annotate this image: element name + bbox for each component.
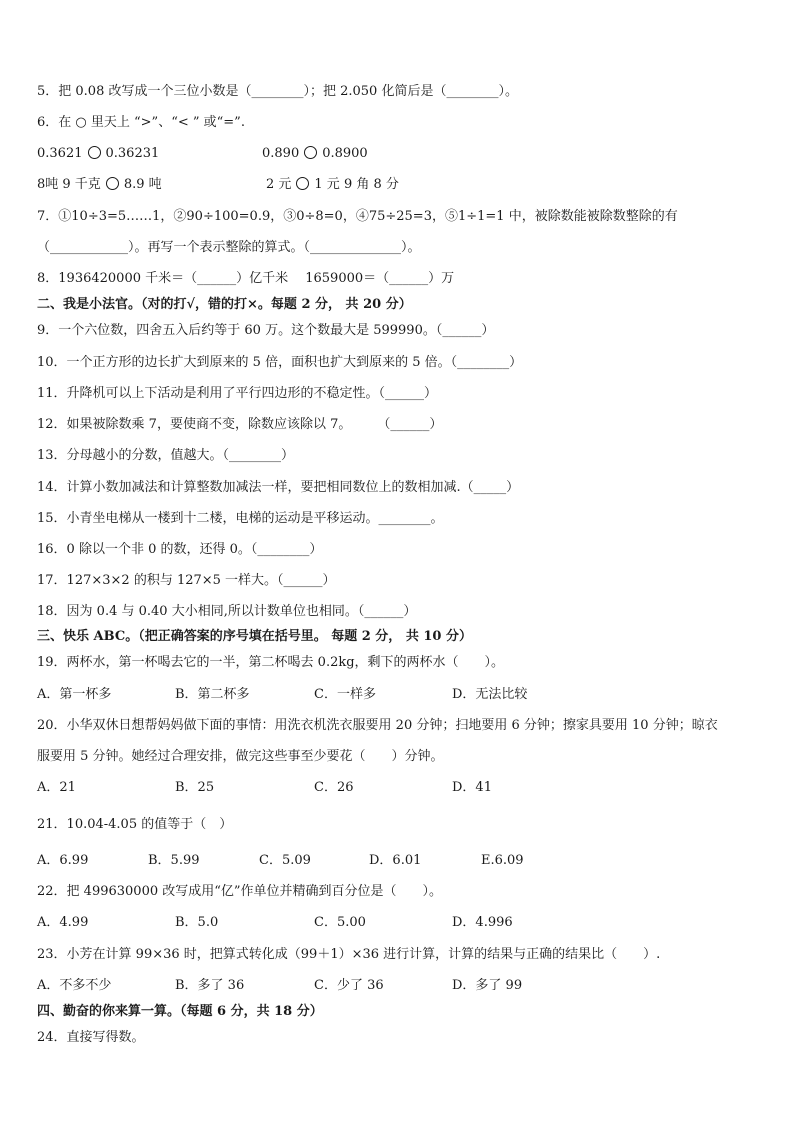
option-a[interactable]: A．第一杯多 [37, 687, 112, 702]
question-9: 9．一个六位数，四舍五入后约等于 60 万。这个数最大是 599990。（______） [37, 323, 495, 338]
compare-right: 0.8900 [322, 146, 368, 161]
question-18: 18．因为 0.4 与 0.40 大小相同,所以计数单位也相同。（______） [37, 604, 417, 619]
question-7-line-1: 7．①10÷3=5……1，②90÷100=0.9，③0÷8=0，④75÷25=3，⑤1÷1=1 中，被除数能被除数整除的有 [37, 209, 678, 224]
question-22: 22．把 499630000 改写成用“亿”作单位并精确到百分位是（ ）。 [37, 884, 443, 899]
option-b[interactable]: B．5.99 [148, 853, 200, 868]
compare-circle[interactable] [88, 146, 101, 159]
compare-right: 1 元 9 角 8 分 [314, 177, 399, 192]
section-2-heading: 二、我是小法官。（对的打√，错的打×。每题 2 分， 共 20 分） [37, 297, 412, 312]
compare-item-4 [266, 176, 399, 194]
option-c[interactable]: C．一样多 [314, 687, 376, 702]
option-a[interactable]: A．6.99 [37, 853, 89, 868]
compare-circle[interactable] [296, 177, 309, 190]
question-8: 8．1936420000 千米＝（______）亿千米 1659000＝（______）万 [37, 271, 455, 286]
compare-circle[interactable] [106, 177, 119, 190]
option-d[interactable]: D．6.01 [369, 853, 422, 868]
question-11: 11．升降机可以上下活动是利用了平行四边形的不稳定性。（______） [37, 386, 438, 401]
compare-item-2 [262, 145, 368, 163]
question-12: 12．如果被除数乘 7，要使商不变，除数应该除以 7。 （______） [37, 417, 443, 432]
compare-item-1 [37, 145, 159, 163]
option-a[interactable]: A．不多不少 [37, 978, 112, 993]
option-b[interactable]: B．第二杯多 [175, 687, 250, 702]
option-e[interactable]: E.6.09 [481, 853, 524, 868]
section-4-heading: 四、勤奋的你来算一算。（每题 6 分，共 18 分） [37, 1004, 323, 1019]
question-19: 19．两杯水，第一杯喝去它的一半，第二杯喝去 0.2kg，剩下的两杯水（ ）。 [37, 655, 505, 670]
option-a[interactable]: A．4.99 [37, 915, 89, 930]
option-d[interactable]: D．无法比较 [452, 687, 528, 702]
question-17: 17．127×3×2 的积与 127×5 一样大。（______） [37, 573, 336, 588]
compare-right: 0.36231 [105, 146, 160, 161]
question-13: 13．分母越小的分数，值越大。（________） [37, 448, 295, 463]
compare-right: 8.9 吨 [123, 177, 162, 192]
question-20-line-1: 20．小华双休日想帮妈妈做下面的事情：用洗衣机洗衣服要用 20 分钟；扫地要用 6 分钟；擦家具要用 10 分钟；晾衣 [37, 718, 718, 733]
question-16: 16．0 除以一个非 0 的数，还得 0。（________） [37, 542, 323, 557]
option-b[interactable]: B．5.0 [175, 915, 219, 930]
question-7-line-2: （____________）。再写一个表示整除的算式。（______________）。 [37, 240, 421, 255]
question-5: 5．把 0.08 改写成一个三位小数是（________）；把 2.050 化简后是（________）。 [37, 84, 518, 99]
option-c[interactable]: C．5.00 [314, 915, 366, 930]
option-d[interactable]: D．4.996 [452, 915, 513, 930]
question-10: 10．一个正方形的边长扩大到原来的 5 倍，面积也扩大到原来的 5 倍。（________） [37, 355, 523, 370]
question-14: 14．计算小数加减法和计算整数加减法一样，要把相同数位上的数相加减.（_____） [37, 480, 520, 495]
section-3-heading: 三、快乐 ABC。（把正确答案的序号填在括号里。 每题 2 分， 共 10 分） [37, 629, 472, 644]
option-b[interactable]: B．25 [175, 780, 215, 795]
question-24: 24．直接写得数。 [37, 1030, 145, 1045]
option-b[interactable]: B．多了 36 [175, 978, 245, 993]
compare-circle[interactable] [304, 146, 317, 159]
question-20-line-2: 服要用 5 分钟。她经过合理安排，做完这些事至少要花（ ）分钟。 [37, 749, 444, 764]
option-a[interactable]: A．21 [37, 780, 76, 795]
option-c[interactable]: C．少了 36 [314, 978, 384, 993]
option-d[interactable]: D．41 [452, 780, 492, 795]
option-c[interactable]: C．5.09 [259, 853, 311, 868]
option-c[interactable]: C．26 [314, 780, 354, 795]
compare-left: 0.890 [262, 146, 300, 161]
compare-left: 0.3621 [37, 146, 83, 161]
question-23: 23．小芳在计算 99×36 时，把算式转化成（99＋1）×36 进行计算，计算的结果与正确的结果比（ ）. [37, 947, 661, 962]
question-15: 15．小青坐电梯从一楼到十二楼，电梯的运动是平移运动。________。 [37, 511, 444, 526]
compare-left: 8吨 9 千克 [37, 177, 101, 192]
question-21: 21．10.04-4.05 的值等于（ ） [37, 817, 233, 832]
question-6: 6．在 ○ 里天上 “>”、“< ” 或“=”. [37, 115, 245, 130]
compare-item-3 [37, 176, 162, 194]
option-d[interactable]: D．多了 99 [452, 978, 523, 993]
compare-left: 2 元 [266, 177, 292, 192]
